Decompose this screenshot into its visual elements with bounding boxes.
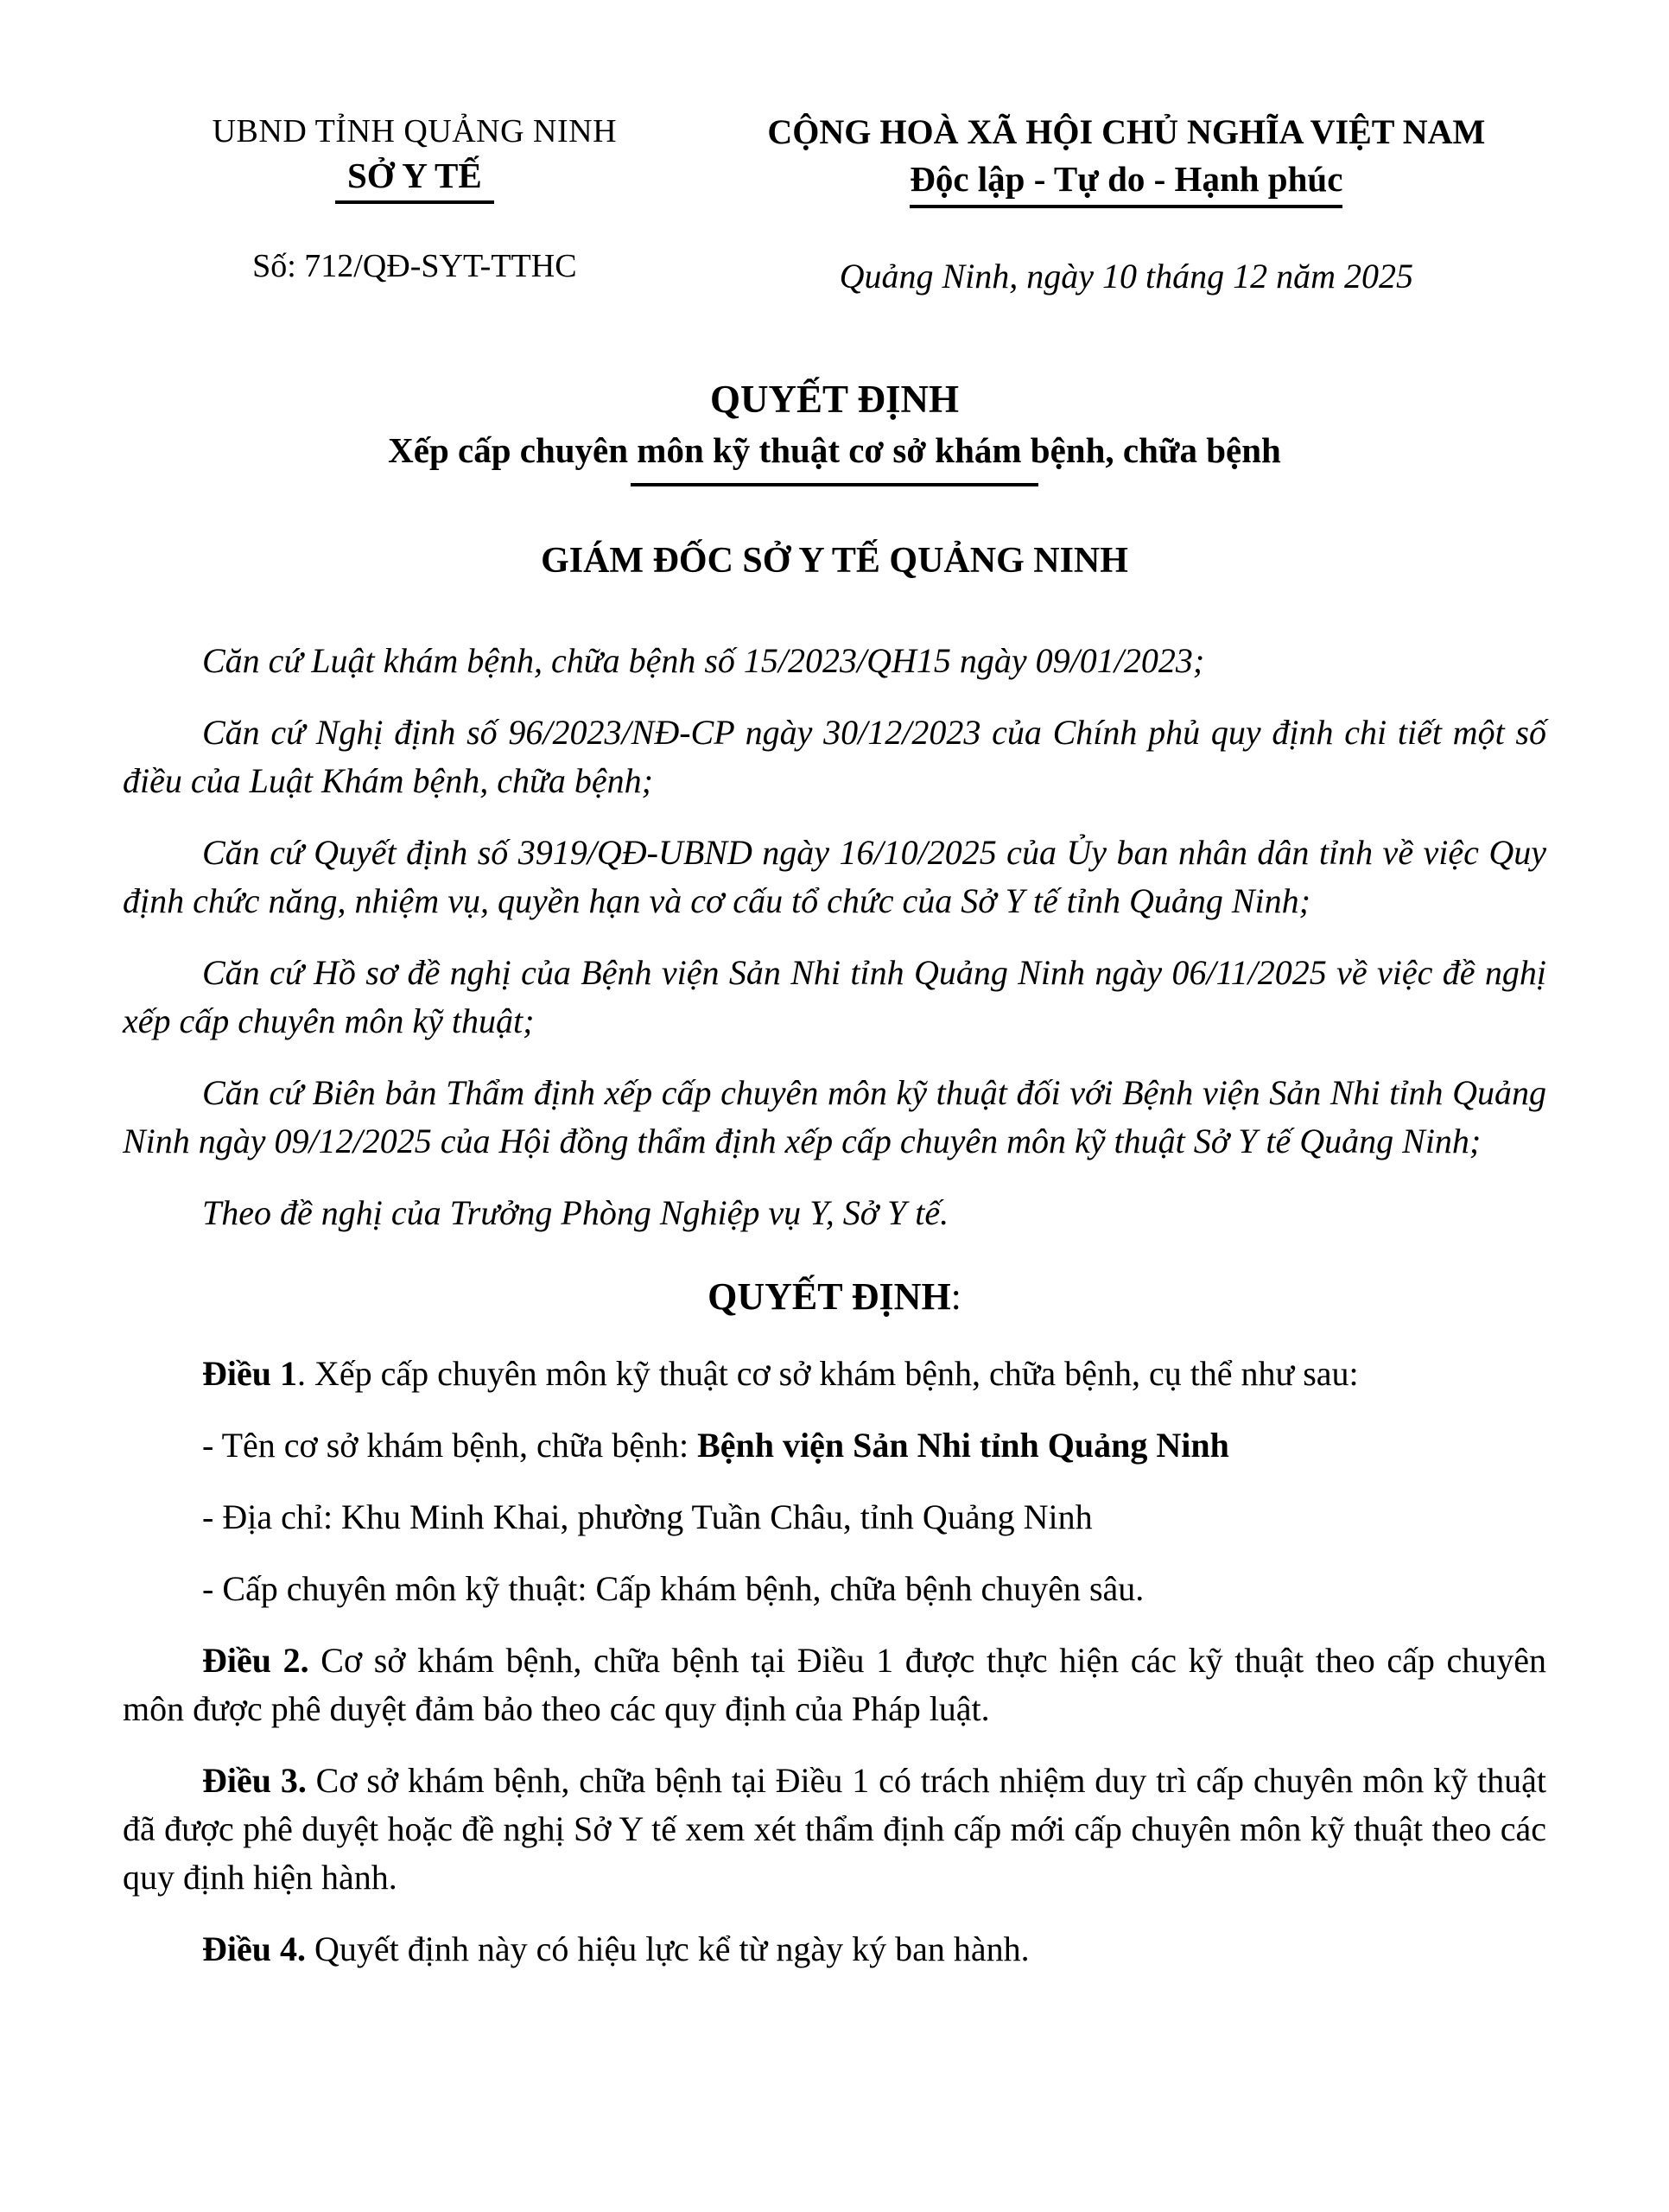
article-3-text: Cơ sở khám bệnh, chữa bệnh tại Điều 1 có trách nhiệm duy trì cấp chuyên môn kỹ thuật đã được phê duyệt hoặc đề nghị Sở Y tế xem xét thẩm định cấp mới cấp chuyên môn kỹ thuật theo các quy định hiện hành. [123, 1761, 1546, 1897]
issuing-org-name: SỞ Y TẾ [335, 154, 494, 204]
decision-colon: : [950, 1275, 961, 1318]
preamble-province-decision: Căn cứ Quyết định số 3919/QĐ-UBND ngày 16/10/2025 của Ủy ban nhân dân tỉnh về việc Quy định chức năng, nhiệm vụ, quyền hạn và cơ cấu tổ chức của Sở Y tế tỉnh Quảng Ninh; [123, 833, 1546, 920]
national-header-block [707, 111, 1546, 296]
document-body [123, 637, 1546, 1974]
decision-declaration [123, 1274, 1546, 1320]
article-1-text: . Xếp cấp chuyên môn kỹ thuật cơ sở khám bệnh, chữa bệnh, cụ thể như sau: [297, 1354, 1359, 1393]
facility-name-value: Bệnh viện Sản Nhi tỉnh Quảng Ninh [697, 1426, 1229, 1465]
article-1-item-facility-name [123, 1421, 1546, 1470]
article-3 [123, 1757, 1546, 1902]
preamble-proposal: Theo đề nghị của Trưởng Phòng Nghiệp vụ Y, Sở Y tế. [202, 1193, 949, 1232]
article-4-text: Quyết định này có hiệu lực kể từ ngày ký ban hành. [306, 1929, 1030, 1968]
issuing-org-parent: UBND TỈNH QUẢNG NINH [212, 113, 618, 149]
national-motto: Độc lập - Tự do - Hạnh phúc [910, 157, 1342, 208]
article-1-item-address [123, 1493, 1546, 1541]
preamble-hospital-dossier: Căn cứ Hồ sơ đề nghị của Bệnh viện Sản Nhi tỉnh Quảng Ninh ngày 06/11/2025 về việc đề nghị xếp cấp chuyên môn kỹ thuật; [123, 953, 1546, 1040]
place-and-date: Quảng Ninh, ngày 10 tháng 12 năm 2025 [839, 257, 1414, 296]
article-3-label: Điều 3. [202, 1761, 307, 1800]
preamble-law: Căn cứ Luật khám bệnh, chữa bệnh số 15/2023/QH15 ngày 09/01/2023; [202, 641, 1205, 680]
article-1 [123, 1350, 1546, 1398]
article-1-item-technical-level [123, 1565, 1546, 1613]
issuing-org-block [123, 111, 707, 296]
decision-word: QUYẾT ĐỊNH [708, 1275, 951, 1318]
facility-name-label: - Tên cơ sở khám bệnh, chữa bệnh: [202, 1426, 698, 1465]
national-motto-wrap [707, 154, 1546, 208]
article-2-text: Cơ sở khám bệnh, chữa bệnh tại Điều 1 được thực hiện các kỹ thuật theo cấp chuyên môn được phê duyệt đảm bảo theo các quy định của Pháp luật. [123, 1641, 1546, 1728]
facility-technical-level: - Cấp chuyên môn kỹ thuật: Cấp khám bệnh, chữa bệnh chuyên sâu. [202, 1569, 1145, 1608]
issuing-org-wrap [123, 152, 707, 204]
document-number: Số: 712/QĐ-SYT-TTHC [252, 248, 577, 284]
document-subject: Xếp cấp chuyên môn kỹ thuật cơ sở khám bệnh, chữa bệnh [388, 430, 1281, 470]
article-2 [123, 1637, 1546, 1733]
facility-address: - Địa chỉ: Khu Minh Khai, phường Tuần Châu, tỉnh Quảng Ninh [202, 1497, 1093, 1536]
document-title: QUYẾT ĐỊNH [710, 378, 959, 421]
preamble-decree: Căn cứ Nghị định số 96/2023/NĐ-CP ngày 30/12/2023 của Chính phủ quy định chi tiết một số điều của Luật Khám bệnh, chữa bệnh; [123, 713, 1546, 800]
article-4-label: Điều 4. [202, 1929, 306, 1968]
preamble-appraisal-record: Căn cứ Biên bản Thẩm định xếp cấp chuyên môn kỹ thuật đối với Bệnh viện Sản Nhi tỉnh Quảng Ninh ngày 09/12/2025 của Hội đồng thẩm định xếp cấp chuyên môn kỹ thuật Sở Y tế Quảng Ninh; [123, 1073, 1546, 1160]
deciding-authority: GIÁM ĐỐC SỞ Y TẾ QUẢNG NINH [541, 541, 1128, 581]
title-block [123, 376, 1546, 583]
subject-underline [631, 483, 1038, 486]
article-4 [123, 1925, 1546, 1974]
article-1-label: Điều 1 [202, 1354, 297, 1393]
article-2-label: Điều 2. [202, 1641, 309, 1680]
document-header [123, 111, 1546, 296]
national-title: CỘNG HOÀ XÃ HỘI CHỦ NGHĨA VIỆT NAM [767, 112, 1486, 151]
